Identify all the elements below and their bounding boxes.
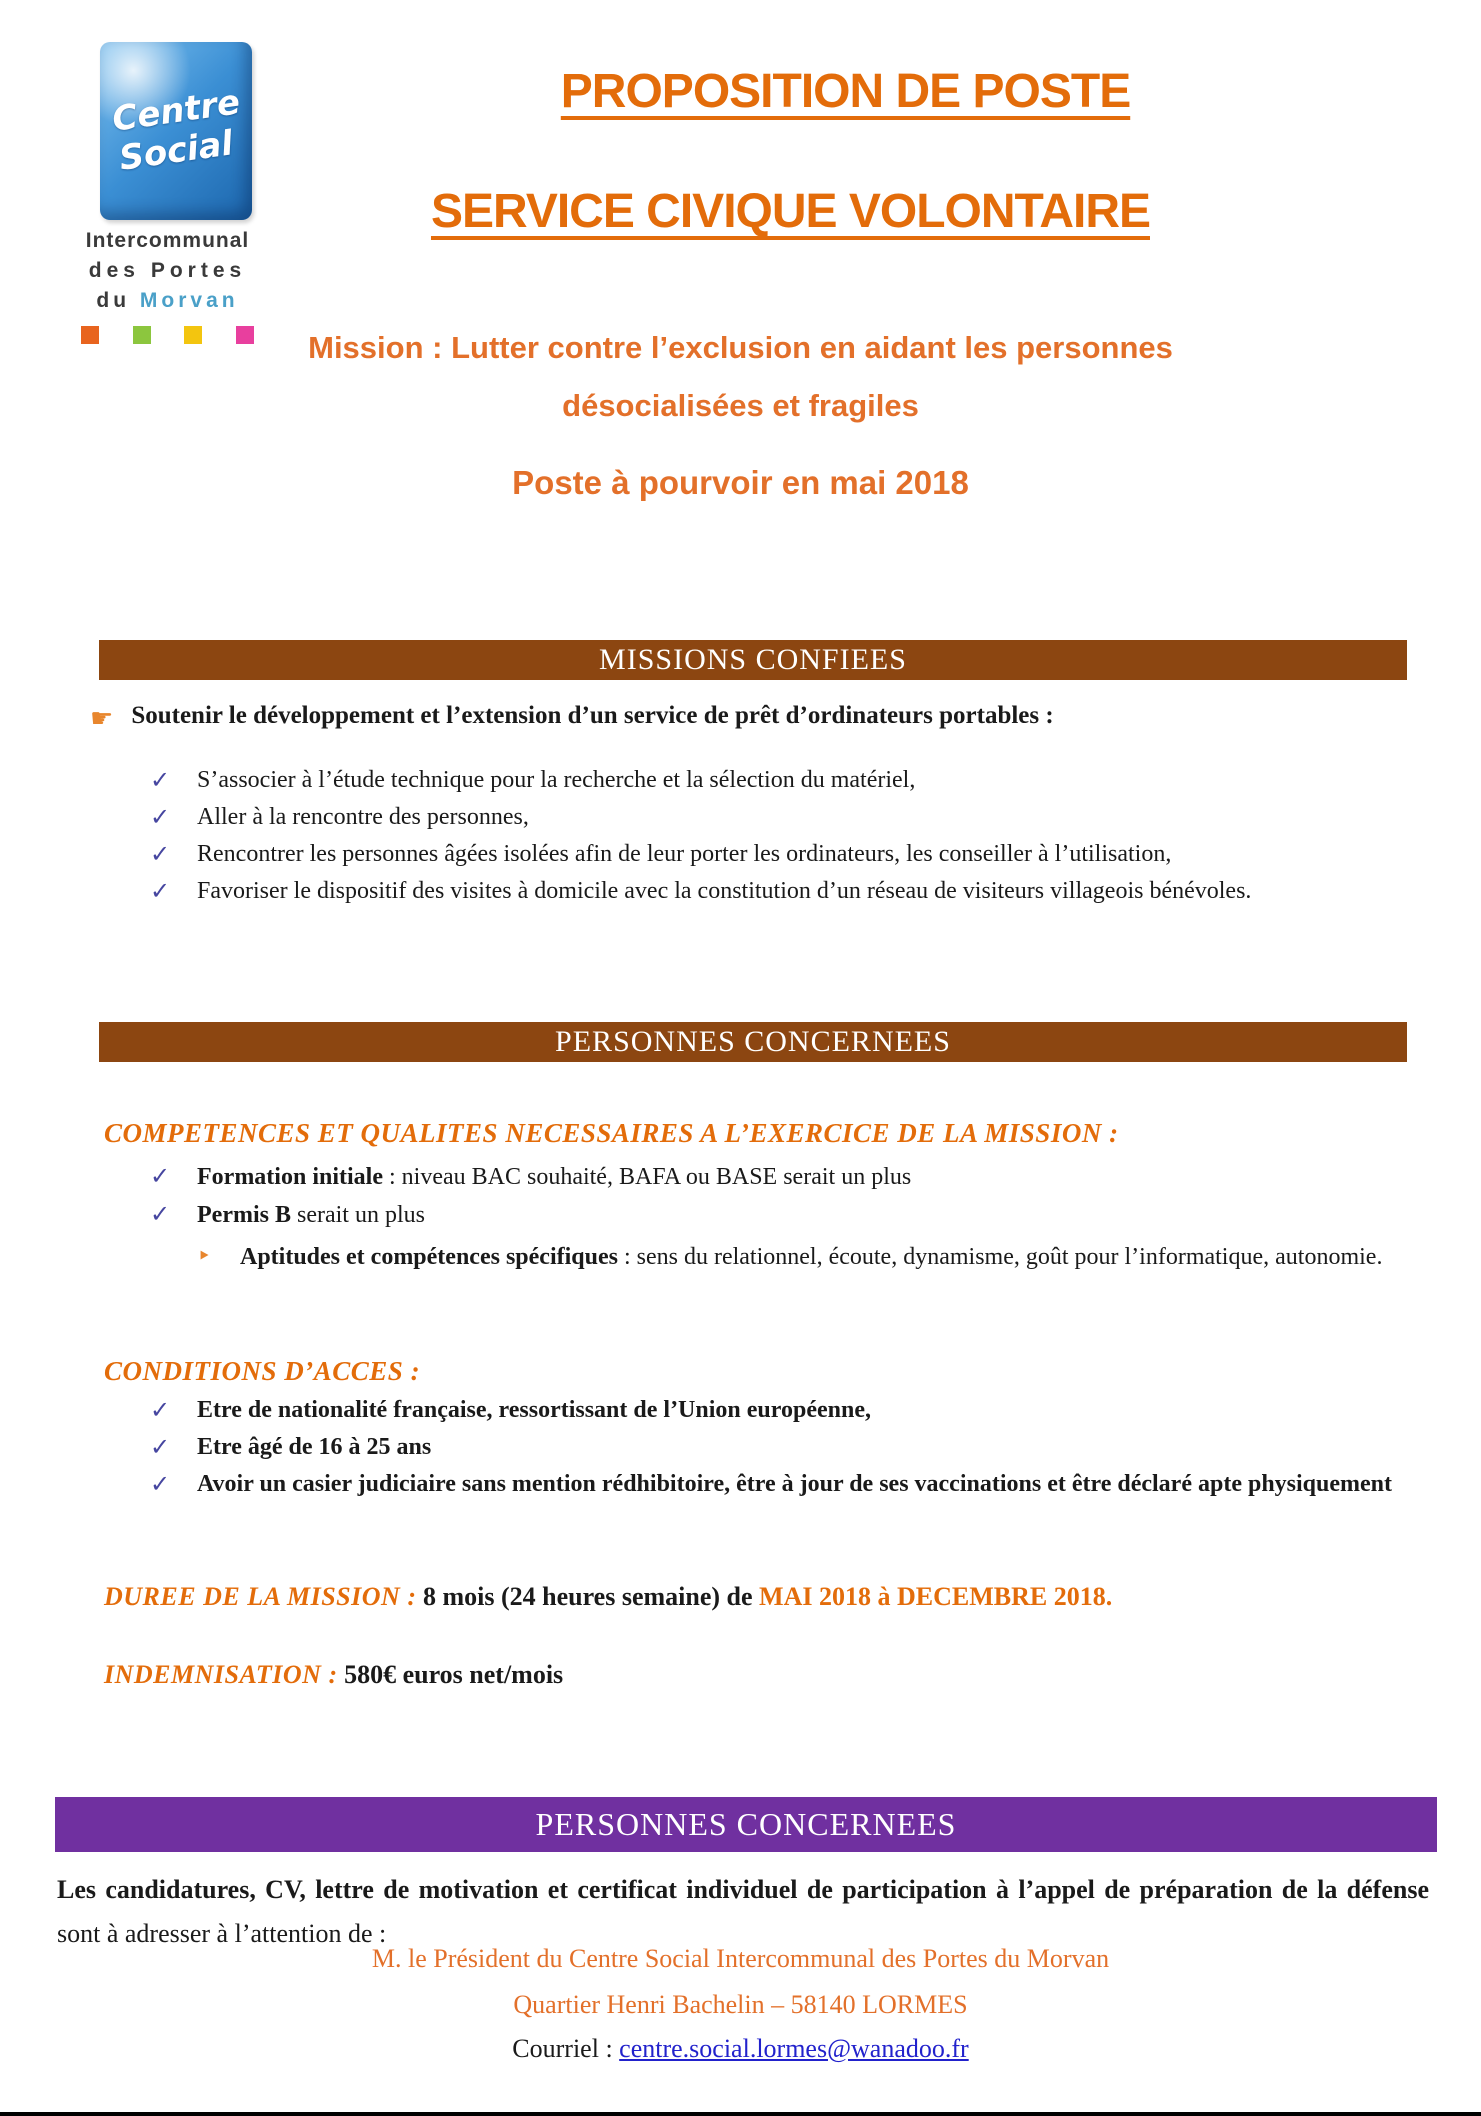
mission-statement-line1: Mission : Lutter contre l’exclusion en aidant les personnes [308, 330, 1173, 365]
page-subtitle: SERVICE CIVIQUE VOLONTAIRE [430, 185, 1150, 238]
list-item-text: Favoriser le dispositif des visites à domicile avec la constitution d’un réseau de visiteurs villageois bénévoles. [197, 878, 1252, 904]
check-icon: ✓ [150, 1162, 171, 1190]
email-line [0, 2034, 1481, 2064]
item-rest: : sens du relationnel, écoute, dynamisme, goût pour l’informatique, autonomie. [617, 1244, 1383, 1270]
logo-subtitle-line1: Intercommunal [85, 229, 250, 252]
indemnisation-value: 580€ euros net/mois [337, 1660, 564, 1689]
check-icon: ✓ [150, 877, 171, 905]
competences-heading: COMPETENCES ET QUALITES NECESSAIRES A L’EXERCICE DE LA MISSION : [104, 1118, 1119, 1148]
list-item [150, 1158, 1432, 1196]
check-icon: ✓ [150, 1200, 171, 1228]
conditions-heading: CONDITIONS D’ACCES : [104, 1356, 421, 1386]
duree-text-orange: MAI 2018 à DECEMBRE 2018. [759, 1582, 1113, 1611]
logo-morvan: Morvan [139, 289, 239, 312]
item-bold-lead: Formation initiale [197, 1164, 383, 1190]
list-item-text: Rencontrer les personnes âgées isolées afin de leur porter les ordinateurs, les conseiller à l’utilisation, [197, 841, 1172, 867]
item-bold-lead: Permis B [197, 1202, 291, 1228]
item-rest: serait un plus [290, 1202, 425, 1228]
item-bold-lead: Aptitudes et compétences spécifiques [240, 1244, 618, 1270]
list-item [150, 1466, 1432, 1503]
address-line-street: Quartier Henri Bachelin – 58140 LORMES [513, 1990, 968, 2019]
address-line-president: M. le Président du Centre Social Intercommunal des Portes du Morvan [371, 1944, 1110, 1973]
mission-statement-line2: désocialisées et fragiles [562, 388, 919, 423]
logo-subtitle [75, 226, 260, 316]
list-item [150, 1196, 1432, 1234]
list-item-text: Etre de nationalité française, ressortissant de l’Union européenne, [197, 1397, 871, 1423]
check-icon: ✓ [150, 1470, 171, 1498]
availability-line: Poste à pourvoir en mai 2018 [512, 464, 969, 501]
paragraph-rest: sont à adresser à l’attention de : [57, 1919, 387, 1948]
page-bottom-border [0, 2112, 1481, 2116]
email-label: Courriel : [512, 2034, 620, 2063]
indemnisation-label: INDEMNISATION : [104, 1660, 338, 1689]
list-item [150, 1392, 1432, 1429]
page-title: PROPOSITION DE POSTE [560, 65, 1131, 118]
logo-text-centre: Centre [109, 82, 243, 140]
item-rest: : niveau BAC souhaité, BAFA ou BASE serait un plus [382, 1164, 912, 1190]
list-item [150, 1429, 1432, 1466]
conditions-list [150, 1392, 1432, 1503]
check-icon: ✓ [150, 840, 171, 868]
list-item [150, 873, 1432, 910]
list-item-text: Avoir un casier judiciaire sans mention rédhibitoire, être à jour de ses vaccinations et être déclaré apte physiquement [197, 1471, 1393, 1497]
list-item-text [197, 1158, 911, 1196]
email-link[interactable]: centre.social.lormes@wanadoo.fr [619, 2034, 969, 2063]
list-item-text: Aller à la rencontre des personnes, [197, 804, 529, 830]
list-item [150, 762, 1432, 799]
check-icon: ✓ [150, 1396, 171, 1424]
banner-personnes-concernees: PERSONNES CONCERNEES [99, 1022, 1407, 1062]
check-icon: ✓ [150, 1433, 171, 1461]
logo-du: du [96, 289, 140, 312]
competences-list [150, 1158, 1432, 1234]
duree-text-black: 8 mois (24 heures semaine) de [416, 1582, 760, 1611]
logo-text-social: Social [116, 123, 236, 179]
aptitudes-text [240, 1238, 1382, 1276]
candidatures-paragraph [57, 1868, 1429, 1956]
aptitudes-item [197, 1238, 1425, 1276]
list-item-text: S’associer à l’étude technique pour la recherche et la sélection du matériel, [197, 767, 916, 793]
duree-line [104, 1582, 1434, 1612]
logo-subtitle-line2: des Portes [88, 259, 247, 282]
check-icon: ✓ [150, 766, 171, 794]
list-item-text [197, 1196, 425, 1234]
paragraph-bold-part: Les candidatures, CV, lettre de motivation et certificat individuel de participation à l’appel de préparation de la défense [57, 1875, 1429, 1904]
list-item [150, 799, 1432, 836]
arrow-bullet-icon: ‣ [197, 1242, 212, 1270]
banner-candidatures: PERSONNES CONCERNEES [55, 1797, 1437, 1852]
check-icon: ✓ [150, 803, 171, 831]
pointing-hand-icon: ☛ [90, 704, 114, 734]
missions-intro-text: Soutenir le développement et l’extension d’un service de prêt d’ordinateurs portables : [131, 702, 1054, 729]
logo-subtitle-line3 [75, 286, 260, 316]
list-item [150, 836, 1432, 873]
banner-missions-confiees: MISSIONS CONFIEES [99, 640, 1407, 680]
missions-list [150, 762, 1432, 910]
duree-label: DUREE DE LA MISSION : [104, 1582, 417, 1611]
list-item-text: Etre âgé de 16 à 25 ans [197, 1434, 432, 1460]
indemnisation-line [104, 1660, 1434, 1690]
missions-intro [90, 702, 1420, 736]
